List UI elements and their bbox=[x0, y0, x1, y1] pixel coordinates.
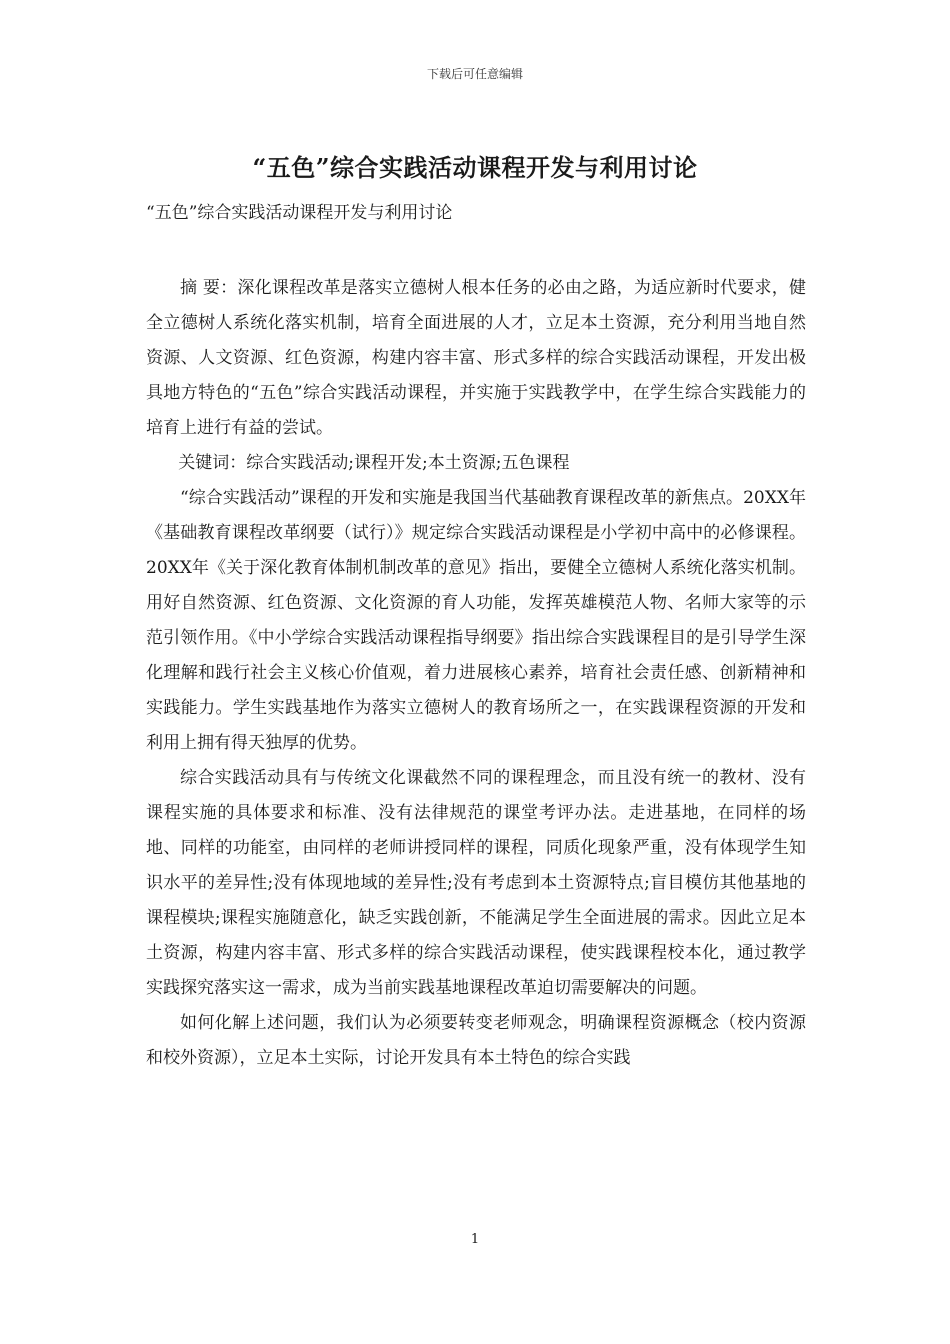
body-paragraph-1: “综合实践活动”课程的开发和实施是我国当代基础教育课程改革的新焦点。20XX年《基础教育课程改革纲要（试行）》规定综合实践活动课程是小学初中高中的必修课程。20XX年《关于深化教育体制机制改革的意见》指出，要健全立德树人系统化落实机制。用好自然资源、红色资源、文化资源的育人功能，发挥英雄模范人物、名师大家等的示范引领作用。《中小学综合实践活动课程指导纲要》指出综合实践课程目的是引导学生深化理解和践行社会主义核心价值观，着力进展核心素养，培育社会责任感、创新精神和实践能力。学生实践基地作为落实立德树人的教育场所之一，在实践课程资源的开发和利用上拥有得天独厚的优势。 bbox=[146, 488, 806, 753]
document-title: “五色”综合实践活动课程开发与利用讨论 bbox=[252, 153, 698, 182]
page-number: 1 bbox=[470, 1232, 480, 1247]
page-header: 下载后可任意编辑 bbox=[426, 67, 523, 81]
document-subtitle: “五色”综合实践活动课程开发与利用讨论 bbox=[146, 203, 453, 223]
abstract-paragraph: 摘 要：深化课程改革是落实立德树人根本任务的必由之路，为适应新时代要求，健全立德树人系统化落实机制，培育全面进展的人才，立足本土资源，充分利用当地自然资源、人文资源、红色资源，构建内容丰富、形式多样的综合实践活动课程，开发出极具地方特色的“五色”综合实践活动课程，并实施于实践教学中，在学生综合实践能力的培育上进行有益的尝试。 bbox=[146, 278, 806, 438]
keywords-paragraph: 关键词：综合实践活动;课程开发;本土资源;五色课程 bbox=[178, 453, 570, 473]
body-paragraph-3: 如何化解上述问题，我们认为必须要转变老师观念，明确课程资源概念（校内资源和校外资源），立足本土实际，讨论开发具有本土特色的综合实践 bbox=[146, 1013, 806, 1068]
document-body bbox=[146, 271, 806, 1076]
body-paragraph-2: 综合实践活动具有与传统文化课截然不同的课程理念，而且没有统一的教材、没有课程实施的具体要求和标准、没有法律规范的课堂考评办法。走进基地，在同样的场地、同样的功能室，由同样的老师讲授同样的课程，同质化现象严重，没有体现学生知识水平的差异性;没有体现地域的差异性;没有考虑到本土资源特点;盲目模仿其他基地的课程模块;课程实施随意化，缺乏实践创新，不能满足学生全面进展的需求。因此立足本土资源，构建内容丰富、形式多样的综合实践活动课程，使实践课程校本化，通过教学实践探究落实这一需求，成为当前实践基地课程改革迫切需要解决的问题。 bbox=[146, 768, 806, 998]
